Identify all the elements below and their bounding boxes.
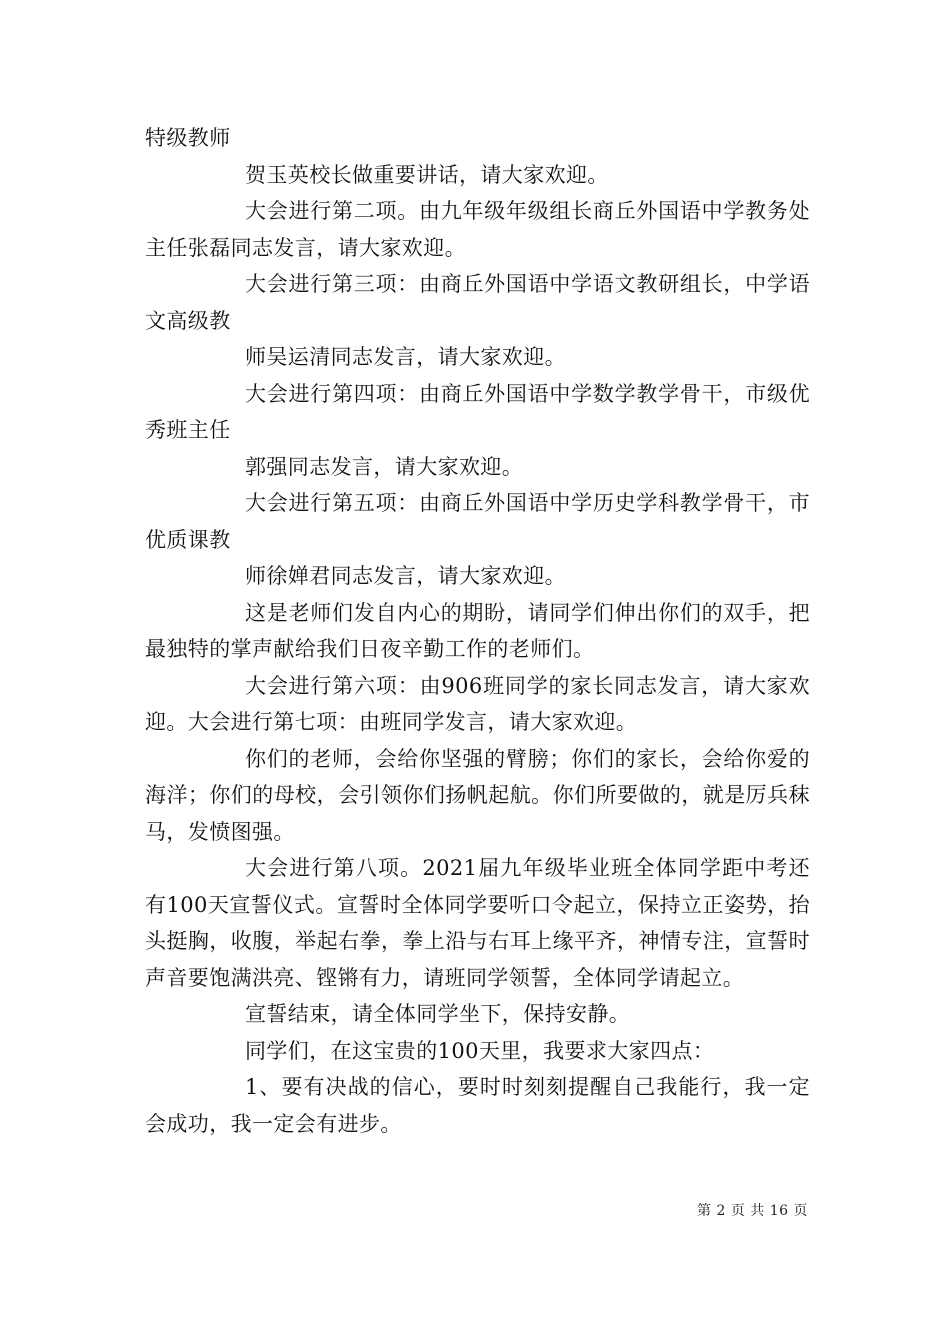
paragraph: 师吴运清同志发言，请大家欢迎。 xyxy=(245,345,566,369)
paragraph: 你们的老师，会给你坚强的臂膀；你们的家长，会给你爱的海洋；你们的母校，会引领你们扬帆起航。你们所要做的，就是厉兵秣马，发愤图强。 xyxy=(145,746,810,844)
paragraph: 大会进行第五项：由商丘外国语中学历史学科教学骨干，市优质课教 xyxy=(145,491,810,552)
paragraph: 大会进行第二项。由九年级年级组长商丘外国语中学教务处主任张磊同志发言，请大家欢迎。 xyxy=(145,199,810,260)
paragraph: 大会进行第三项：由商丘外国语中学语文教研组长，中学语文高级教 xyxy=(145,272,810,333)
page-number-footer: 第 2 页 共 16 页 xyxy=(697,1203,808,1219)
paragraph: 大会进行第六项：由906班同学的家长同志发言，请大家欢迎。大会进行第七项：由班同学发言，请大家欢迎。 xyxy=(145,673,810,734)
paragraph: 贺玉英校长做重要讲话，请大家欢迎。 xyxy=(245,162,609,187)
paragraph: 师徐婵君同志发言，请大家欢迎。 xyxy=(245,564,566,588)
paragraph: 宣誓结束，请全体同学坐下，保持安静。 xyxy=(245,1002,631,1026)
paragraph: 特级教师 xyxy=(145,126,231,150)
paragraph: 1、要有决战的信心，要时时刻刻提醒自己我能行，我一定会成功，我一定会有进步。 xyxy=(145,1075,810,1136)
document-body xyxy=(145,120,810,1142)
paragraph: 郭强同志发言，请大家欢迎。 xyxy=(245,454,524,479)
paragraph: 大会进行第四项：由商丘外国语中学数学教学骨干，市级优秀班主任 xyxy=(145,381,810,442)
paragraph: 同学们，在这宝贵的100天里，我要求大家四点： xyxy=(245,1038,715,1063)
paragraph: 大会进行第八项。2021届九年级毕业班全体同学距中考还有100天宣誓仪式。宣誓时全体同学要听口令起立，保持立正姿势，抬头挺胸，收腹，举起右拳，拳上沿与右耳上缘平齐，神情专注，宣誓时声音要饱满洪亮、铿锵有力，请班同学领誓，全体同学请起立。 xyxy=(145,856,810,990)
paragraph: 这是老师们发自内心的期盼，请同学们伸出你们的双手，把最独特的掌声献给我们日夜辛勤工作的老师们。 xyxy=(145,600,810,661)
